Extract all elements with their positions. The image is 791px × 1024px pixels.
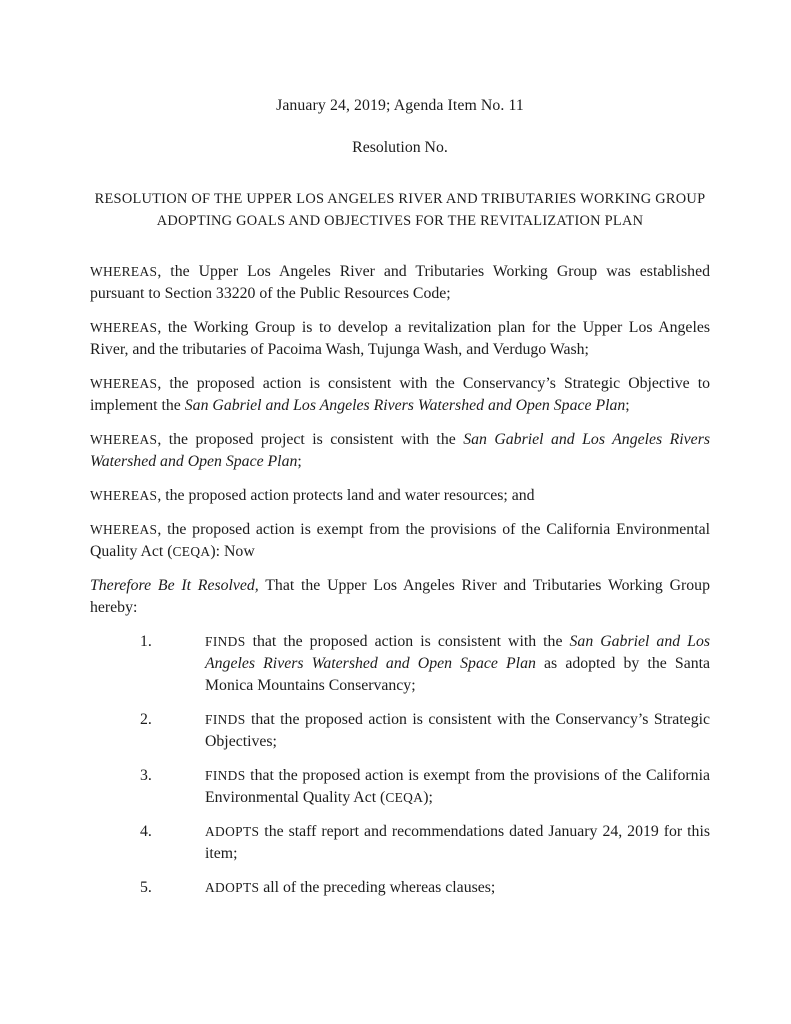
whereas-paragraph-2 xyxy=(90,317,710,361)
document-title-line-2: ADOPTING GOALS AND OBJECTIVES FOR THE REVITALIZATION PLAN xyxy=(156,212,644,229)
text-segment: that the proposed action is consistent with the Conservancy’s Strategic Objectives; xyxy=(205,711,710,750)
list-item-number: 4. xyxy=(140,823,152,840)
text-segment: , the Working Group is to develop a revitalization plan for the Upper Los Angeles River, and the tributaries of Pacoima Wash, Tujunga Wash, and Verdugo Wash; xyxy=(90,319,710,358)
list-item xyxy=(140,877,710,899)
date-agenda-line: January 24, 2019; Agenda Item No. 11 xyxy=(276,97,524,114)
text-segment: WHEREAS xyxy=(90,264,158,279)
whereas-paragraph-5 xyxy=(90,485,710,507)
list-item xyxy=(140,821,710,865)
text-segment: ; xyxy=(625,397,630,414)
text-segment: all of the preceding whereas clauses; xyxy=(259,879,496,896)
document-title-line-1: RESOLUTION OF THE UPPER LOS ANGELES RIVER AND TRIBUTARIES WORKING GROUP xyxy=(94,191,706,207)
text-segment: CEQA xyxy=(172,544,211,559)
resolved-items-list xyxy=(90,631,710,899)
text-segment: FINDS xyxy=(205,768,246,783)
text-segment: that the proposed action is exempt from the provisions of the California Environmental Quality Act ( xyxy=(205,767,710,806)
text-segment: San Gabriel and Los Angeles Rivers Watershed and Open Space Plan xyxy=(90,431,710,470)
text-segment: ); xyxy=(423,789,433,806)
list-item-text xyxy=(205,711,710,750)
whereas-clauses-section xyxy=(90,261,710,619)
list-item xyxy=(140,631,711,697)
list-item-number: 1. xyxy=(140,633,152,650)
text-segment: as adopted by the Santa Monica Mountains Conservancy; xyxy=(205,655,710,694)
list-item-text xyxy=(205,767,710,806)
text-segment: , the proposed action protects land and water resources; and xyxy=(157,487,535,504)
document-title xyxy=(90,189,710,232)
text-segment: That the Upper Los Angeles River and Tributaries Working Group hereby: xyxy=(90,577,710,616)
resolution-number-line: Resolution No. xyxy=(352,139,448,156)
text-segment: the staff report and recommendations dated January 24, 2019 for this item; xyxy=(205,823,710,862)
text-segment: WHEREAS xyxy=(90,376,158,391)
text-segment: WHEREAS xyxy=(90,320,158,335)
text-segment: San Gabriel and Los Angeles Rivers Watershed and Open Space Plan xyxy=(184,397,626,414)
text-segment: ): Now xyxy=(210,543,255,560)
therefore-resolved-paragraph xyxy=(90,575,710,619)
text-segment: , the proposed project is consistent with the xyxy=(157,431,464,448)
text-segment: , the Upper Los Angeles River and Tributaries Working Group was established pursuant to Section 33220 of the Public Resources Code; xyxy=(90,263,710,302)
list-item-text xyxy=(205,633,710,694)
text-segment: WHEREAS xyxy=(90,522,158,537)
list-item xyxy=(140,765,710,809)
text-segment: CEQA xyxy=(385,790,424,805)
whereas-paragraph-3 xyxy=(90,373,710,417)
text-segment: FINDS xyxy=(205,634,246,649)
whereas-paragraph-4 xyxy=(90,429,710,473)
list-item-text xyxy=(205,879,495,896)
text-segment: ADOPTS xyxy=(205,824,260,839)
text-segment: ; xyxy=(297,453,302,470)
text-segment: WHEREAS xyxy=(90,488,158,503)
text-segment: WHEREAS xyxy=(90,432,158,447)
text-segment: San Gabriel and Los Angeles Rivers Watershed and Open Space Plan xyxy=(205,633,711,672)
whereas-paragraph-6 xyxy=(90,519,710,563)
text-segment: Therefore Be It Resolved, xyxy=(90,577,259,594)
list-item-text xyxy=(205,823,710,862)
text-segment: ADOPTS xyxy=(205,880,260,895)
list-item-number: 2. xyxy=(140,711,152,728)
text-segment: FINDS xyxy=(205,712,246,727)
text-segment: , the proposed action is consistent with the Conservancy’s Strategic Objective to implement the xyxy=(90,375,710,414)
text-segment: that the proposed action is consistent with the xyxy=(245,633,570,650)
list-item-number: 5. xyxy=(140,879,152,896)
list-item-number: 3. xyxy=(140,767,152,784)
whereas-paragraph-1 xyxy=(90,261,710,305)
text-segment: , the proposed action is exempt from the provisions of the California Environmental Quality Act ( xyxy=(90,521,710,560)
list-item xyxy=(140,709,710,753)
